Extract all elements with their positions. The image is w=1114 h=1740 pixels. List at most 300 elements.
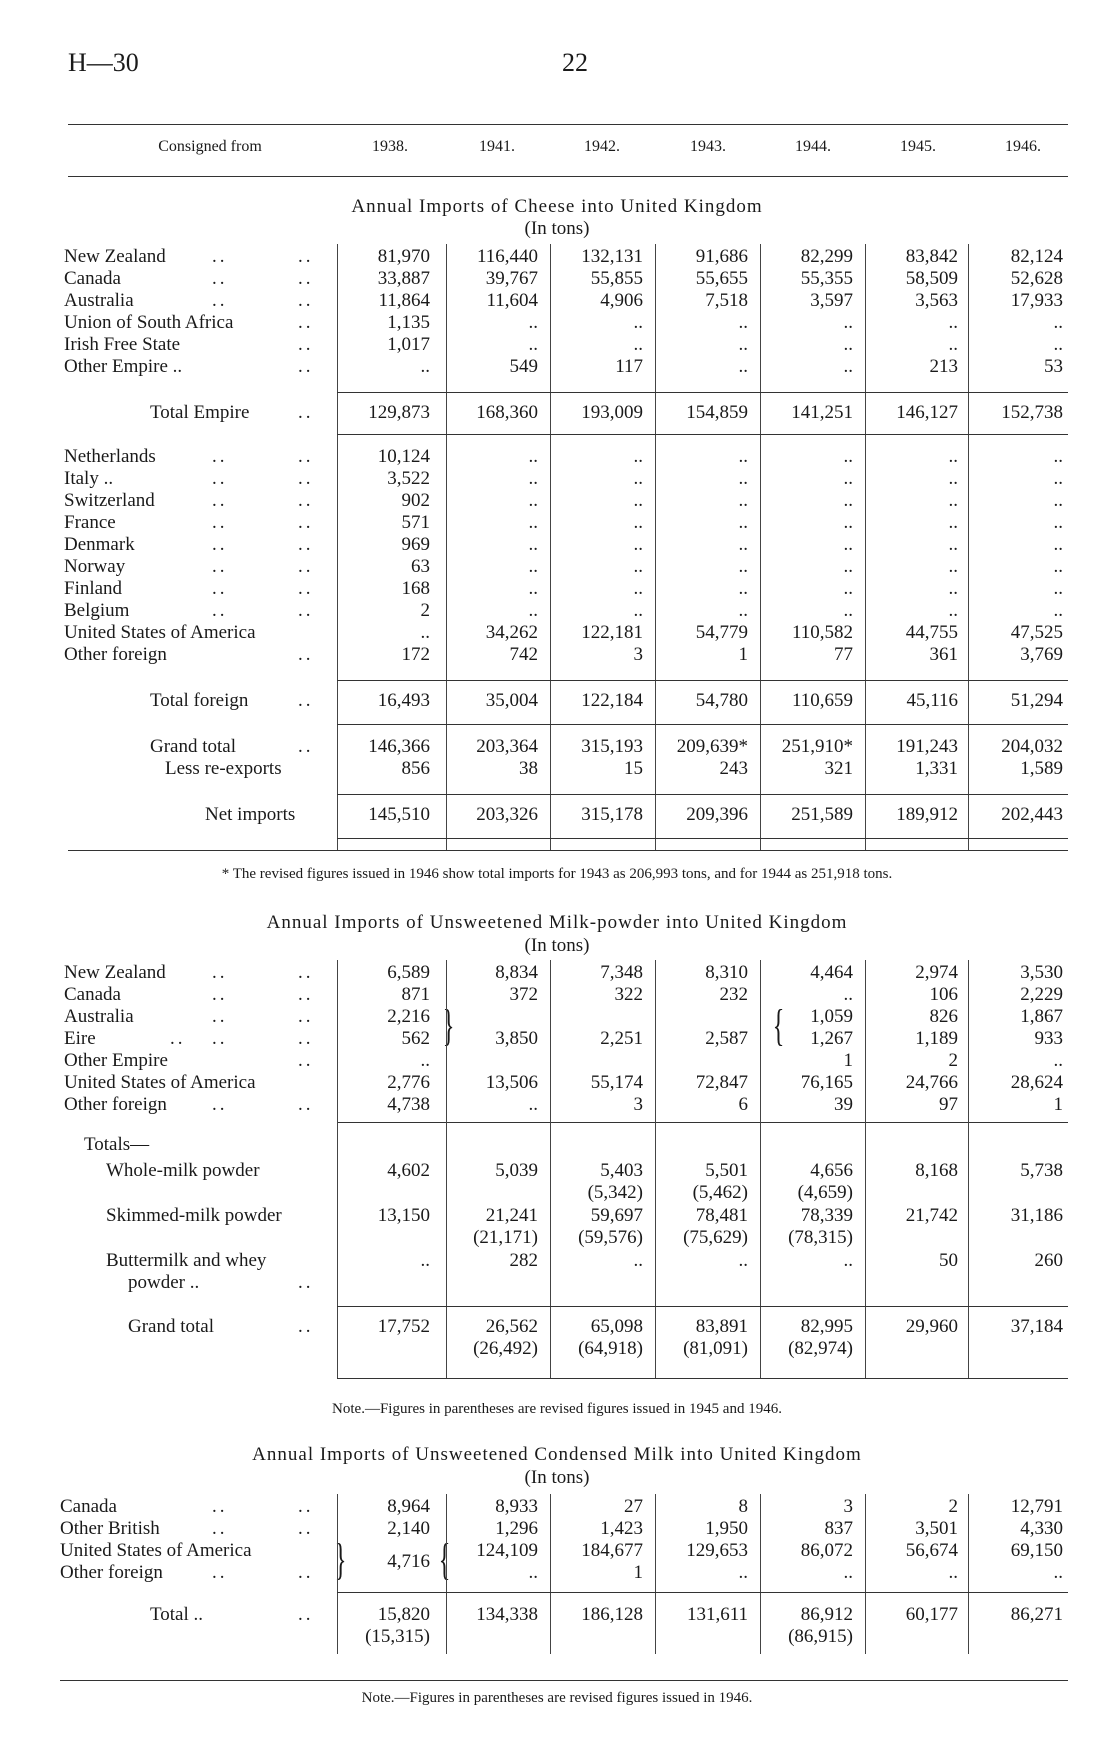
- cheese-row-norway-value: ..: [738, 556, 748, 577]
- leader-dots: ..: [298, 334, 314, 355]
- cheese-row-total-foreign-value: 51,294: [1010, 690, 1063, 711]
- cheese-total-empire-bottom-rule: [337, 434, 1068, 435]
- condensed-row-total-revised-value: (15,315): [365, 1626, 430, 1647]
- milk-total-grand-total-revised-value: (26,492): [473, 1338, 538, 1359]
- cheese-row-new-zealand-label: New Zealand: [64, 246, 166, 267]
- milk-row-new-zealand-value: 6,589: [387, 962, 430, 983]
- milk-total-whole-milk-powder-value: 8,168: [915, 1160, 958, 1181]
- cheese-row-total-empire-value: 168,360: [476, 402, 538, 423]
- cheese-row-other-empire-value: 213: [929, 356, 958, 377]
- milk-total-buttermilk-and-whey-label: Buttermilk and whey: [106, 1250, 267, 1271]
- milk-row-canada-value: ..: [843, 984, 853, 1005]
- cheese-net-top-rule: [337, 794, 1068, 795]
- condensed-row-other-foreign-value: ..: [738, 1562, 748, 1583]
- cheese-row-france-value: ..: [738, 512, 748, 533]
- cheese-row-total-empire-label: Total Empire: [150, 402, 250, 423]
- milk-totals-heading: Totals—: [84, 1134, 150, 1155]
- page-number: 22: [562, 48, 588, 77]
- condensed-row-other-foreign-value: 1: [633, 1562, 643, 1583]
- cheese-row-union-of-south-africa-label: Union of South Africa: [64, 312, 234, 333]
- cheese-row-total-empire-value: 129,873: [368, 402, 430, 423]
- milk-row-canada-value: 2,229: [1020, 984, 1063, 1005]
- condensed-row-canada-label: Canada: [60, 1496, 117, 1517]
- cheese-row-france-value: ..: [948, 512, 958, 533]
- leader-dots: ..: [298, 512, 314, 533]
- milk-row-united-states-of-america-value: 28,624: [1010, 1072, 1063, 1093]
- cheese-row-less-re-exports-value: 15: [624, 758, 643, 779]
- cheese-row-irish-free-state-value: ..: [948, 334, 958, 355]
- cheese-row-total-foreign-value: 35,004: [485, 690, 538, 711]
- milk-row-canada-value: 372: [509, 984, 538, 1005]
- cheese-row-finland-value: ..: [633, 578, 643, 599]
- condensed-row-united-states-of-america-label: United States of America: [60, 1540, 252, 1561]
- leader-dots: ..: [298, 1094, 314, 1115]
- cheese-row-grand-total-value: 251,910*: [781, 736, 853, 757]
- leader-dots: ..: [298, 644, 314, 665]
- cheese-row-denmark-value: ..: [633, 534, 643, 555]
- milk-row-other-foreign-value: 6: [738, 1094, 748, 1115]
- cheese-row-norway-label: Norway: [64, 556, 126, 577]
- leader-dots: ..: [298, 312, 314, 333]
- cheese-row-other-foreign-value: 1: [738, 644, 748, 665]
- milk-total-grand-total-value: 83,891: [695, 1316, 748, 1337]
- cheese-row-united-states-of-america-value: 54,779: [695, 622, 748, 643]
- milk-row-other-foreign-value: 1: [1053, 1094, 1063, 1115]
- leader-dots: ..: [298, 1316, 314, 1337]
- milk-total-grand-total-value: 37,184: [1010, 1316, 1063, 1337]
- milk-total-grand-total-revised-value: (81,091): [683, 1338, 748, 1359]
- cheese-total-foreign-bottom-rule: [337, 724, 1068, 725]
- cheese-row-australia-label: Australia: [64, 290, 134, 311]
- leader-dots: ..: [298, 600, 314, 621]
- cheese-column-divider: [446, 244, 447, 850]
- column-year-1938: 1938.: [372, 138, 408, 155]
- cheese-row-irish-free-state-value: ..: [633, 334, 643, 355]
- cheese-net-bottom-rule: [337, 838, 1068, 839]
- milk-total-whole-milk-powder-revised-value: (5,462): [692, 1182, 748, 1203]
- leader-dots: ..: [298, 578, 314, 599]
- cheese-row-other-empire-value: 53: [1044, 356, 1063, 377]
- leader-dots: ..: [298, 556, 314, 577]
- cheese-column-divider: [550, 244, 551, 850]
- condensed-column-divider: [760, 1494, 761, 1654]
- cheese-row-union-of-south-africa-value: ..: [633, 312, 643, 333]
- cheese-row-grand-total-value: 315,193: [581, 736, 643, 757]
- cheese-row-italy-value: ..: [843, 468, 853, 489]
- leader-dots: ..: [298, 1562, 314, 1583]
- cheese-row-net-imports-value: 145,510: [368, 804, 430, 825]
- cheese-row-italy-value: ..: [738, 468, 748, 489]
- condensed-column-divider: [865, 1494, 866, 1654]
- cheese-row-denmark-value: ..: [843, 534, 853, 555]
- cheese-row-other-foreign-value: 3: [633, 644, 643, 665]
- milk-row-other-foreign-value: 3: [633, 1094, 643, 1115]
- milk-row-canada-value: 871: [401, 984, 430, 1005]
- cheese-row-belgium-label: Belgium: [64, 600, 130, 621]
- cheese-row-net-imports-value: 315,178: [581, 804, 643, 825]
- cheese-row-other-empire-value: 549: [509, 356, 538, 377]
- cheese-row-irish-free-state-value: ..: [1053, 334, 1063, 355]
- condensed-row-canada-value: 8: [738, 1496, 748, 1517]
- milk-total-skimmed-milk-powder-value: 78,339: [800, 1205, 853, 1226]
- cheese-total-empire-top-rule: [337, 392, 1068, 393]
- milk-row-united-states-of-america-value: 72,847: [695, 1072, 748, 1093]
- milk-total-buttermilk-and-whey-label-line2: powder ..: [128, 1272, 200, 1293]
- leader-dots: ..: [212, 1562, 228, 1583]
- milk-total-buttermilk-and-whey-value: ..: [843, 1250, 853, 1271]
- condensed-row-total-value: 15,820: [377, 1604, 430, 1625]
- milk-row-other-empire-value: ..: [1053, 1050, 1063, 1071]
- cheese-total-foreign-top-rule: [337, 680, 1068, 681]
- milk-total-buttermilk-and-whey-value: 282: [509, 1250, 538, 1271]
- cheese-row-new-zealand-value: 81,970: [377, 246, 430, 267]
- cheese-footnote: * The revised figures issued in 1946 show total imports for 1943 as 206,993 tons, and for 1944 as 251,918 tons.: [221, 866, 893, 882]
- leader-dots: ..: [212, 1094, 228, 1115]
- milk-bottom-rule: [337, 1378, 1068, 1379]
- cheese-row-italy-value: ..: [1053, 468, 1063, 489]
- cheese-row-total-empire-value: 154,859: [686, 402, 748, 423]
- cheese-row-net-imports-value: 209,396: [686, 804, 748, 825]
- cheese-row-denmark-value: 969: [401, 534, 430, 555]
- cheese-row-france-value: 571: [401, 512, 430, 533]
- cheese-row-canada-value: 55,655: [695, 268, 748, 289]
- cheese-row-norway-value: ..: [1053, 556, 1063, 577]
- header-top-rule: [68, 124, 1068, 125]
- leader-dots: ..: [212, 962, 228, 983]
- condensed-row-total-value: 186,128: [581, 1604, 643, 1625]
- cheese-row-net-imports-value: 251,589: [791, 804, 853, 825]
- cheese-row-other-empire-value: ..: [420, 356, 430, 377]
- milk-row-australia-value: 2,216: [387, 1006, 430, 1027]
- milk-row-other-foreign-label: Other foreign: [64, 1094, 167, 1115]
- condensed-row-total-value: 86,271: [1010, 1604, 1063, 1625]
- cheese-row-australia-value: 4,906: [600, 290, 643, 311]
- milk-powder-table-title: Annual Imports of Unsweetened Milk-powder into United Kingdom: [266, 912, 848, 933]
- milk-total-skimmed-milk-powder-label: Skimmed-milk powder: [106, 1205, 282, 1226]
- leader-dots: ..: [212, 490, 228, 511]
- milk-total-skimmed-milk-powder-revised-value: (75,629): [683, 1227, 748, 1248]
- milk-total-skimmed-milk-powder-value: 13,150: [377, 1205, 430, 1226]
- cheese-row-less-re-exports-value: 1,331: [915, 758, 958, 779]
- cheese-row-belgium-value: ..: [1053, 600, 1063, 621]
- cheese-row-switzerland-value: ..: [633, 490, 643, 511]
- condensed-total-top-rule: [337, 1592, 1068, 1593]
- milk-total-skimmed-milk-powder-revised-value: (78,315): [788, 1227, 853, 1248]
- milk-row-new-zealand-value: 3,530: [1020, 962, 1063, 983]
- leader-dots: ..: [170, 1028, 186, 1049]
- cheese-row-united-states-of-america-value: 44,755: [905, 622, 958, 643]
- cheese-row-other-foreign-label: Other foreign: [64, 644, 167, 665]
- condensed-row-united-states-of-america-value: 4,716: [387, 1551, 430, 1572]
- cheese-row-netherlands-value: ..: [948, 446, 958, 467]
- cheese-row-belgium-value: ..: [528, 600, 538, 621]
- milk-row-new-zealand-value: 7,348: [600, 962, 643, 983]
- column-year-1943: 1943.: [690, 138, 726, 155]
- condensed-row-united-states-of-america-value: 129,653: [686, 1540, 748, 1561]
- cheese-row-new-zealand-value: 116,440: [476, 246, 538, 267]
- condensed-row-total-value: 86,912: [800, 1604, 853, 1625]
- cheese-row-union-of-south-africa-value: ..: [1053, 312, 1063, 333]
- leader-dots: ..: [212, 984, 228, 1005]
- leader-dots: ..: [298, 1518, 314, 1539]
- cheese-column-divider: [865, 244, 866, 850]
- cheese-row-canada-value: 52,628: [1010, 268, 1063, 289]
- condensed-row-other-british-value: 3,501: [915, 1518, 958, 1539]
- cheese-row-total-foreign-value: 45,116: [906, 690, 958, 711]
- milk-row-canada-value: 232: [719, 984, 748, 1005]
- cheese-row-canada-label: Canada: [64, 268, 121, 289]
- cheese-row-total-foreign-label: Total foreign: [150, 690, 249, 711]
- condensed-row-united-states-of-america-value: 86,072: [800, 1540, 853, 1561]
- condensed-row-other-foreign-value: ..: [528, 1562, 538, 1583]
- cheese-row-canada-value: 58,509: [905, 268, 958, 289]
- leader-dots: ..: [298, 1272, 314, 1293]
- milk-row-eire-value: 1,267: [810, 1028, 853, 1049]
- milk-total-grand-total-value: 65,098: [590, 1316, 643, 1337]
- cheese-row-netherlands-value: ..: [528, 446, 538, 467]
- milk-row-other-empire-value: 1: [843, 1050, 853, 1071]
- cheese-row-united-states-of-america-value: 122,181: [581, 622, 643, 643]
- cheese-row-canada-value: 55,355: [800, 268, 853, 289]
- milk-row-new-zealand-value: 4,464: [810, 962, 853, 983]
- leader-dots: ..: [212, 1006, 228, 1027]
- cheese-row-united-states-of-america-label: United States of America: [64, 622, 256, 643]
- cheese-row-united-states-of-america-value: 47,525: [1010, 622, 1063, 643]
- cheese-row-less-re-exports-value: 38: [519, 758, 538, 779]
- cheese-row-denmark-label: Denmark: [64, 534, 135, 555]
- condensed-row-total-label: Total ..: [150, 1604, 204, 1625]
- column-year-1942: 1942.: [584, 138, 620, 155]
- cheese-row-union-of-south-africa-value: 1,135: [387, 312, 430, 333]
- cheese-row-australia-value: 17,933: [1010, 290, 1063, 311]
- cheese-row-total-empire-value: 193,009: [581, 402, 643, 423]
- cheese-row-new-zealand-value: 83,842: [905, 246, 958, 267]
- milk-total-buttermilk-and-whey-value: 260: [1034, 1250, 1063, 1271]
- leader-dots: ..: [298, 356, 314, 377]
- milk-total-whole-milk-powder-value: 4,602: [387, 1160, 430, 1181]
- cheese-row-switzerland-label: Switzerland: [64, 490, 155, 511]
- cheese-row-total-foreign-value: 110,659: [791, 690, 853, 711]
- leader-dots: ..: [298, 468, 314, 489]
- cheese-row-netherlands-label: Netherlands: [64, 446, 156, 467]
- milk-row-new-zealand-value: 8,310: [705, 962, 748, 983]
- leader-dots: ..: [298, 490, 314, 511]
- cheese-row-france-label: France: [64, 512, 116, 533]
- condensed-row-other-british-label: Other British: [60, 1518, 160, 1539]
- cheese-row-new-zealand-value: 82,124: [1010, 246, 1063, 267]
- cheese-row-australia-value: 3,597: [810, 290, 853, 311]
- leader-dots: ..: [212, 1518, 228, 1539]
- cheese-row-less-re-exports-label: Less re-exports: [165, 758, 282, 779]
- header-bottom-rule: [68, 176, 1068, 177]
- condensed-row-total-revised-value: (86,915): [788, 1626, 853, 1647]
- milk-grand-total-top-rule: [337, 1306, 1068, 1307]
- cheese-row-other-empire-value: ..: [843, 356, 853, 377]
- milk-row-other-foreign-value: 39: [834, 1094, 853, 1115]
- group-brace: }: [442, 1001, 455, 1050]
- cheese-row-other-foreign-value: 361: [929, 644, 958, 665]
- leader-dots: ..: [298, 1006, 314, 1027]
- milk-row-eire-value: 2,587: [705, 1028, 748, 1049]
- condensed-row-other-foreign-value: ..: [843, 1562, 853, 1583]
- cheese-row-france-value: ..: [1053, 512, 1063, 533]
- cheese-row-italy-label: Italy ..: [64, 468, 114, 489]
- cheese-row-switzerland-value: ..: [528, 490, 538, 511]
- milk-row-new-zealand-value: 8,834: [495, 962, 538, 983]
- leader-dots: ..: [298, 534, 314, 555]
- page-bottom-rule: [60, 1680, 1068, 1681]
- milk-powder-note: Note.—Figures in parentheses are revised figures issued in 1945 and 1946.: [332, 1401, 782, 1417]
- milk-total-whole-milk-powder-label: Whole-milk powder: [106, 1160, 260, 1181]
- cheese-table-title: Annual Imports of Cheese into United Kingdom: [351, 196, 763, 217]
- cheese-row-belgium-value: ..: [633, 600, 643, 621]
- cheese-row-less-re-exports-value: 321: [824, 758, 853, 779]
- condensed-row-other-british-value: 2,140: [387, 1518, 430, 1539]
- cheese-bottom-rule: [68, 850, 1068, 851]
- cheese-row-grand-total-value: 204,032: [1001, 736, 1063, 757]
- condensed-row-canada-value: 8,964: [387, 1496, 430, 1517]
- milk-total-grand-total-revised-value: (82,974): [788, 1338, 853, 1359]
- cheese-row-finland-value: ..: [948, 578, 958, 599]
- leader-dots: ..: [298, 962, 314, 983]
- cheese-column-divider: [760, 244, 761, 850]
- condensed-row-united-states-of-america-value: 124,109: [476, 1540, 538, 1561]
- leader-dots: ..: [298, 1050, 314, 1071]
- milk-row-australia-value: 1,059: [810, 1006, 853, 1027]
- cheese-row-switzerland-value: ..: [1053, 490, 1063, 511]
- milk-total-whole-milk-powder-value: 5,039: [495, 1160, 538, 1181]
- milk-column-divider: [446, 960, 447, 1378]
- cheese-row-france-value: ..: [528, 512, 538, 533]
- cheese-row-finland-value: ..: [843, 578, 853, 599]
- leader-dots: ..: [298, 690, 314, 711]
- leader-dots: ..: [212, 468, 228, 489]
- cheese-row-union-of-south-africa-value: ..: [948, 312, 958, 333]
- milk-total-whole-milk-powder-revised-value: (5,342): [587, 1182, 643, 1203]
- cheese-row-switzerland-value: ..: [738, 490, 748, 511]
- milk-column-divider: [550, 960, 551, 1378]
- cheese-row-italy-value: ..: [948, 468, 958, 489]
- milk-column-divider: [760, 960, 761, 1378]
- cheese-row-switzerland-value: ..: [843, 490, 853, 511]
- leader-dots: ..: [212, 1028, 228, 1049]
- cheese-row-australia-value: 7,518: [705, 290, 748, 311]
- condensed-row-canada-value: 12,791: [1010, 1496, 1063, 1517]
- leader-dots: ..: [212, 290, 228, 311]
- milk-row-united-states-of-america-label: United States of America: [64, 1072, 256, 1093]
- leader-dots: ..: [212, 556, 228, 577]
- milk-total-buttermilk-and-whey-value: ..: [420, 1250, 430, 1271]
- milk-row-australia-label: Australia: [64, 1006, 134, 1027]
- condensed-row-other-british-value: 4,330: [1020, 1518, 1063, 1539]
- condensed-row-canada-value: 27: [624, 1496, 643, 1517]
- milk-total-grand-total-value: 17,752: [377, 1316, 430, 1337]
- milk-powder-table-unit: (In tons): [524, 935, 590, 956]
- cheese-row-irish-free-state-value: ..: [528, 334, 538, 355]
- cheese-column-divider: [968, 244, 969, 850]
- condensed-row-other-foreign-value: ..: [948, 1562, 958, 1583]
- milk-total-whole-milk-powder-value: 5,403: [600, 1160, 643, 1181]
- cheese-row-irish-free-state-value: 1,017: [387, 334, 430, 355]
- cheese-row-canada-value: 39,767: [485, 268, 538, 289]
- condensed-column-divider: [968, 1494, 969, 1654]
- condensed-row-canada-value: 8,933: [495, 1496, 538, 1517]
- condensed-row-other-british-value: 1,423: [600, 1518, 643, 1539]
- milk-total-skimmed-milk-powder-value: 21,742: [905, 1205, 958, 1226]
- cheese-row-net-imports-value: 189,912: [896, 804, 958, 825]
- condensed-row-canada-value: 2: [948, 1496, 958, 1517]
- milk-total-grand-total-value: 82,995: [800, 1316, 853, 1337]
- cheese-row-new-zealand-value: 132,131: [581, 246, 643, 267]
- cheese-row-total-foreign-value: 54,780: [695, 690, 748, 711]
- cheese-row-total-empire-value: 152,738: [1001, 402, 1063, 423]
- cheese-row-finland-value: ..: [1053, 578, 1063, 599]
- leader-dots: ..: [212, 512, 228, 533]
- condensed-row-other-foreign-label: Other foreign: [60, 1562, 163, 1583]
- milk-total-skimmed-milk-powder-value: 31,186: [1010, 1205, 1063, 1226]
- cheese-row-new-zealand-value: 82,299: [800, 246, 853, 267]
- milk-row-eire-value: 562: [401, 1028, 430, 1049]
- cheese-row-other-empire-value: ..: [738, 356, 748, 377]
- cheese-row-norway-value: ..: [843, 556, 853, 577]
- cheese-row-less-re-exports-value: 243: [719, 758, 748, 779]
- milk-total-whole-milk-powder-revised-value: (4,659): [797, 1182, 853, 1203]
- milk-total-skimmed-milk-powder-value: 78,481: [695, 1205, 748, 1226]
- leader-dots: ..: [298, 1604, 314, 1625]
- milk-total-grand-total-revised-value: (64,918): [578, 1338, 643, 1359]
- group-brace: {: [772, 1001, 785, 1050]
- cheese-row-grand-total-value: 203,364: [476, 736, 538, 757]
- cheese-row-denmark-value: ..: [948, 534, 958, 555]
- milk-total-grand-total-label: Grand total: [128, 1316, 215, 1337]
- cheese-row-less-re-exports-value: 856: [401, 758, 430, 779]
- column-year-1941: 1941.: [479, 138, 515, 155]
- leader-dots: ..: [212, 446, 228, 467]
- cheese-row-grand-total-value: 146,366: [368, 736, 430, 757]
- cheese-row-netherlands-value: 10,124: [377, 446, 430, 467]
- page-identifier: H—30: [68, 48, 139, 77]
- condensed-row-other-foreign-value: ..: [1053, 1562, 1063, 1583]
- leader-dots: ..: [298, 1496, 314, 1517]
- cheese-row-net-imports-label: Net imports: [205, 804, 296, 825]
- milk-row-other-foreign-value: ..: [528, 1094, 538, 1115]
- leader-dots: ..: [212, 268, 228, 289]
- milk-row-eire-value: 1,189: [915, 1028, 958, 1049]
- condensed-row-other-british-value: 837: [824, 1518, 853, 1539]
- cheese-row-belgium-value: ..: [843, 600, 853, 621]
- cheese-row-net-imports-value: 202,443: [1001, 804, 1063, 825]
- cheese-row-canada-value: 55,855: [590, 268, 643, 289]
- milk-row-other-empire-value: ..: [420, 1050, 430, 1071]
- condensed-note: Note.—Figures in parentheses are revised figures issued in 1946.: [361, 1690, 753, 1706]
- cheese-row-australia-value: 11,864: [378, 290, 430, 311]
- cheese-row-total-foreign-value: 122,184: [581, 690, 643, 711]
- condensed-column-divider: [655, 1494, 656, 1654]
- condensed-row-total-value: 131,611: [686, 1604, 748, 1625]
- milk-row-eire-value: 3,850: [495, 1028, 538, 1049]
- column-year-1946: 1946.: [1005, 138, 1041, 155]
- condensed-row-total-value: 134,338: [476, 1604, 538, 1625]
- cheese-row-union-of-south-africa-value: ..: [738, 312, 748, 333]
- cheese-row-italy-value: ..: [633, 468, 643, 489]
- cheese-row-total-empire-value: 146,127: [896, 402, 958, 423]
- cheese-row-union-of-south-africa-value: ..: [843, 312, 853, 333]
- milk-row-united-states-of-america-value: 2,776: [387, 1072, 430, 1093]
- cheese-row-denmark-value: ..: [528, 534, 538, 555]
- leader-dots: ..: [212, 600, 228, 621]
- column-label: Consigned from: [158, 138, 262, 155]
- milk-row-united-states-of-america-value: 13,506: [485, 1072, 538, 1093]
